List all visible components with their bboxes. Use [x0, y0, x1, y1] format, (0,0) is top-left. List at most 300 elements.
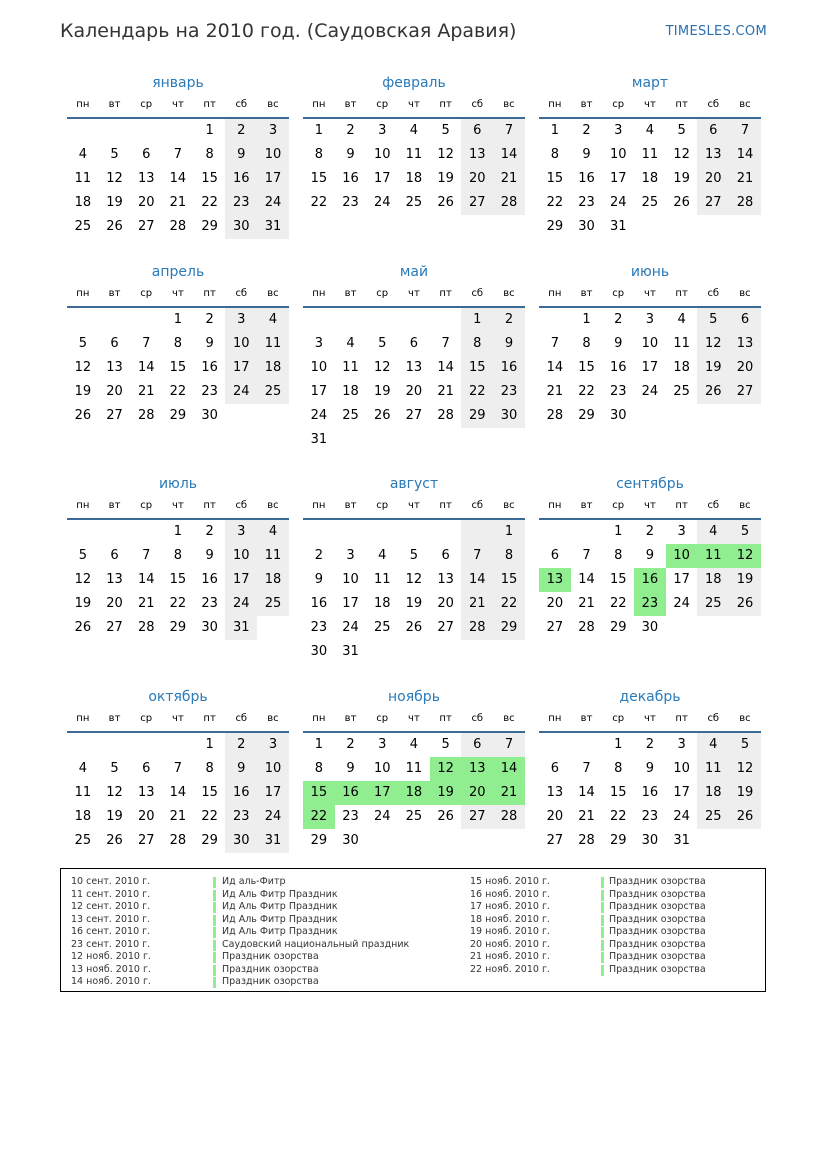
day-cell: 15 [310, 171, 328, 186]
day-cell: 19 [729, 568, 761, 592]
weekday-label: вт [108, 288, 121, 299]
day-cell: 12 [74, 572, 92, 587]
empty-cell [99, 119, 131, 143]
day-cell: 11 [342, 360, 359, 375]
day-cell: 29 [201, 833, 218, 848]
day-cell: 13 [437, 572, 454, 587]
weekday-header [67, 709, 289, 733]
day-cell: 3 [346, 548, 355, 563]
day-cell: 4 [78, 147, 87, 162]
day-cell: 27 [461, 805, 493, 829]
weekday-label: чт [172, 99, 184, 110]
holiday-day-cell: 13 [539, 568, 571, 592]
day-grid [67, 733, 289, 853]
day-cell: 17 [342, 596, 359, 611]
weekday-label: пт [439, 99, 452, 110]
day-cell: 20 [405, 384, 423, 399]
day-cell: 8 [582, 336, 591, 351]
day-cell: 3 [677, 737, 686, 752]
day-cell: 15 [201, 171, 218, 186]
weekday-label: чт [408, 713, 420, 724]
weekday-label: пт [439, 288, 452, 299]
weekday-header [303, 709, 525, 733]
day-cell: 25 [405, 195, 423, 210]
day-cell: 31 [609, 219, 627, 234]
day-grid [539, 733, 761, 853]
day-cell: 7 [441, 336, 450, 351]
day-cell: 25 [257, 380, 289, 404]
day-cell: 28 [437, 408, 454, 423]
day-cell: 8 [614, 548, 623, 563]
holiday-color-marker [601, 927, 604, 938]
day-cell: 31 [225, 616, 257, 640]
day-cell: 19 [106, 195, 123, 210]
day-cell: 4 [677, 312, 686, 327]
holiday-color-marker [213, 890, 216, 901]
weekday-header [303, 496, 525, 520]
day-cell: 29 [609, 833, 627, 848]
empty-cell [539, 520, 571, 544]
day-cell: 2 [346, 123, 355, 138]
day-cell: 16 [310, 596, 328, 611]
day-cell: 18 [641, 171, 659, 186]
day-cell: 9 [225, 143, 257, 167]
day-cell: 19 [74, 384, 92, 399]
day-cell: 14 [137, 572, 155, 587]
month-name: май [399, 264, 429, 280]
day-cell: 7 [493, 733, 525, 757]
day-cell: 3 [677, 524, 686, 539]
weekday-label: пн [76, 99, 90, 110]
holiday-color-marker [601, 940, 604, 951]
weekday-label: сб [707, 500, 720, 511]
day-cell: 28 [493, 191, 525, 215]
day-cell: 20 [137, 809, 155, 824]
holiday-color-marker [213, 977, 216, 988]
day-cell: 23 [201, 596, 218, 611]
day-cell: 31 [342, 644, 359, 659]
weekday-header [539, 496, 761, 520]
day-cell: 20 [106, 384, 123, 399]
day-cell: 15 [609, 572, 627, 587]
month-name: ноябрь [388, 689, 440, 705]
day-cell: 3 [614, 123, 623, 138]
day-cell: 25 [74, 833, 92, 848]
weekday-label: пт [675, 713, 688, 724]
day-cell: 21 [137, 596, 155, 611]
day-cell: 14 [437, 360, 454, 375]
day-cell: 6 [729, 308, 761, 332]
day-cell: 20 [106, 596, 123, 611]
day-cell: 26 [106, 219, 123, 234]
legend-date: 14 нояб. 2010 г. [71, 976, 151, 987]
empty-cell [398, 308, 430, 332]
month-2 [303, 71, 525, 215]
day-cell: 4 [409, 123, 419, 138]
month-name: октябрь [148, 689, 208, 705]
empty-cell [335, 308, 367, 332]
weekday-label: вс [503, 500, 515, 511]
day-cell: 5 [441, 123, 450, 138]
weekday-label: ср [140, 500, 153, 511]
weekday-label: пн [76, 288, 90, 299]
holiday-color-marker [213, 940, 216, 951]
day-cell: 19 [373, 384, 391, 399]
weekday-label: вт [108, 713, 121, 724]
day-cell: 11 [405, 147, 423, 162]
holiday-color-marker [213, 952, 216, 963]
weekday-label: ср [376, 288, 389, 299]
day-cell: 17 [641, 360, 659, 375]
day-cell: 11 [74, 171, 92, 186]
day-cell: 28 [729, 191, 761, 215]
day-cell: 28 [169, 833, 187, 848]
holiday-day-cell: 20 [461, 781, 493, 805]
day-cell: 15 [546, 171, 564, 186]
holiday-color-marker [213, 902, 216, 913]
holiday-day-cell: 10 [666, 544, 698, 568]
day-cell: 3 [378, 737, 387, 752]
day-cell: 26 [673, 195, 690, 210]
day-cell: 8 [461, 332, 493, 356]
day-cell: 2 [225, 119, 257, 143]
day-cell: 4 [697, 520, 729, 544]
day-cell: 17 [225, 356, 257, 380]
day-cell: 11 [257, 332, 289, 356]
day-cell: 13 [137, 785, 155, 800]
legend-holiday-name: Саудовский национальный праздник [222, 938, 410, 950]
weekday-label: вс [739, 713, 751, 724]
day-cell: 26 [437, 809, 454, 824]
empty-cell [67, 308, 99, 332]
month-name: август [389, 476, 439, 492]
day-cell: 10 [257, 757, 289, 781]
day-cell: 6 [110, 548, 119, 563]
legend-holiday-name: Праздник озорства [609, 901, 706, 912]
day-cell: 6 [142, 147, 151, 162]
legend-holiday-name: Праздник озорства [222, 951, 319, 962]
weekday-label: вс [503, 713, 515, 724]
month-name: июнь [630, 264, 670, 280]
weekday-label: сб [707, 288, 720, 299]
day-cell: 6 [441, 548, 450, 563]
day-cell: 26 [74, 620, 92, 635]
day-cell: 7 [173, 761, 183, 776]
month-8 [303, 472, 525, 664]
day-grid [303, 308, 525, 452]
weekday-label: пн [312, 713, 326, 724]
legend-date: 22 нояб. 2010 г. [470, 963, 550, 975]
day-cell: 16 [493, 356, 525, 380]
day-cell: 5 [78, 336, 87, 351]
month-10 [67, 685, 289, 853]
weekday-header [539, 95, 761, 119]
day-cell: 26 [405, 620, 423, 635]
day-cell: 2 [225, 733, 257, 757]
weekday-label: сб [707, 713, 720, 724]
day-cell: 23 [342, 195, 359, 210]
weekday-label: ср [140, 99, 153, 110]
weekday-label: вс [267, 713, 279, 724]
weekday-label: ср [140, 713, 153, 724]
day-cell: 12 [729, 757, 761, 781]
day-cell: 23 [310, 620, 328, 635]
day-cell: 12 [697, 332, 729, 356]
day-cell: 22 [169, 596, 187, 611]
holiday-color-marker [601, 952, 604, 963]
day-cell: 13 [137, 171, 155, 186]
day-cell: 3 [225, 520, 257, 544]
day-cell: 27 [405, 408, 423, 423]
day-cell: 18 [673, 360, 690, 375]
month-name: апрель [151, 264, 205, 280]
day-cell: 26 [74, 408, 92, 423]
day-cell: 8 [314, 761, 323, 776]
day-cell: 14 [461, 568, 493, 592]
weekday-label: вс [739, 500, 751, 511]
day-cell: 18 [342, 384, 359, 399]
weekday-header [539, 709, 761, 733]
holiday-day-cell: 19 [430, 781, 462, 805]
weekday-label: сб [235, 713, 248, 724]
day-cell: 28 [578, 833, 595, 848]
legend-date: 21 нояб. 2010 г. [470, 951, 550, 962]
legend-date: 10 сент. 2010 г. [71, 876, 151, 887]
day-cell: 1 [582, 312, 591, 327]
day-cell: 29 [493, 616, 525, 640]
weekday-label: вт [108, 500, 121, 511]
weekday-label: чт [644, 500, 656, 511]
holiday-day-cell: 13 [461, 757, 493, 781]
empty-cell [303, 520, 335, 544]
day-cell: 13 [106, 360, 123, 375]
day-cell: 24 [257, 191, 289, 215]
holiday-color-marker [601, 915, 604, 926]
day-grid [303, 520, 525, 664]
day-cell: 10 [342, 572, 359, 587]
weekday-label: вт [108, 99, 121, 110]
day-cell: 10 [673, 761, 690, 776]
day-cell: 4 [645, 123, 655, 138]
day-cell: 8 [205, 761, 214, 776]
weekday-label: чт [644, 713, 656, 724]
day-cell: 25 [373, 620, 391, 635]
day-cell: 25 [641, 195, 659, 210]
day-cell: 28 [137, 408, 155, 423]
day-cell: 7 [729, 119, 761, 143]
weekday-label: пт [203, 288, 216, 299]
day-cell: 14 [169, 785, 187, 800]
day-cell: 9 [205, 336, 214, 351]
day-cell: 14 [546, 360, 564, 375]
holiday-color-marker [601, 965, 604, 976]
weekday-label: ср [140, 288, 153, 299]
day-cell: 20 [461, 167, 493, 191]
day-grid [303, 119, 525, 215]
day-cell: 1 [205, 737, 214, 752]
empty-cell [461, 520, 493, 544]
day-cell: 16 [641, 785, 659, 800]
day-cell: 14 [578, 572, 595, 587]
day-cell: 2 [205, 524, 214, 539]
empty-cell [571, 520, 603, 544]
weekday-label: чт [408, 99, 420, 110]
day-cell: 19 [437, 171, 454, 186]
day-cell: 1 [493, 520, 525, 544]
holiday-day-cell: 21 [493, 781, 525, 805]
day-cell: 1 [314, 123, 323, 138]
day-cell: 18 [74, 809, 92, 824]
day-cell: 30 [225, 829, 257, 853]
day-cell: 21 [169, 195, 187, 210]
day-cell: 3 [378, 123, 387, 138]
weekday-label: вт [344, 288, 357, 299]
weekday-label: вт [344, 713, 357, 724]
day-cell: 5 [441, 737, 450, 752]
month-6 [539, 260, 761, 428]
empty-cell [130, 733, 162, 757]
day-cell: 21 [437, 384, 454, 399]
day-cell: 5 [378, 336, 387, 351]
month-12 [539, 685, 761, 853]
weekday-label: вс [267, 99, 279, 110]
day-cell: 6 [461, 733, 493, 757]
day-cell: 28 [137, 620, 155, 635]
day-cell: 27 [461, 191, 493, 215]
day-cell: 11 [74, 785, 92, 800]
day-cell: 18 [697, 568, 729, 592]
weekday-header [303, 284, 525, 308]
day-cell: 18 [257, 356, 289, 380]
day-cell: 12 [373, 360, 391, 375]
day-cell: 12 [405, 572, 423, 587]
day-cell: 30 [493, 404, 525, 428]
weekday-label: пт [439, 500, 452, 511]
day-cell: 14 [493, 143, 525, 167]
day-cell: 4 [409, 737, 419, 752]
day-cell: 7 [493, 119, 525, 143]
month-name: декабрь [619, 689, 681, 705]
weekday-label: пн [312, 500, 326, 511]
day-cell: 17 [225, 568, 257, 592]
holiday-day-cell: 12 [729, 544, 761, 568]
day-cell: 8 [173, 336, 183, 351]
weekday-label: вс [739, 288, 751, 299]
legend-date: 13 сент. 2010 г. [71, 913, 151, 925]
day-cell: 25 [697, 592, 729, 616]
holiday-color-marker [601, 902, 604, 913]
month-1 [67, 71, 289, 239]
empty-cell [162, 733, 194, 757]
day-cell: 15 [201, 785, 218, 800]
day-cell: 30 [641, 620, 659, 635]
day-cell: 31 [257, 829, 289, 853]
empty-cell [303, 308, 335, 332]
day-cell: 18 [373, 596, 391, 611]
day-cell: 25 [697, 805, 729, 829]
day-cell: 23 [493, 380, 525, 404]
day-cell: 8 [493, 544, 525, 568]
weekday-label: пн [312, 288, 326, 299]
day-cell: 4 [257, 308, 289, 332]
weekday-label: вс [739, 99, 751, 110]
empty-cell [67, 119, 99, 143]
day-cell: 6 [697, 119, 729, 143]
day-cell: 14 [169, 171, 187, 186]
day-cell: 26 [373, 408, 391, 423]
day-grid [539, 119, 761, 239]
day-cell: 5 [110, 761, 119, 776]
day-cell: 4 [257, 520, 289, 544]
holiday-day-cell: 15 [303, 781, 335, 805]
weekday-label: вт [344, 500, 357, 511]
day-cell: 6 [110, 336, 119, 351]
day-cell: 5 [409, 548, 419, 563]
day-cell: 14 [578, 785, 595, 800]
month-name: сентябрь [616, 476, 684, 492]
day-cell: 17 [673, 572, 690, 587]
day-cell: 13 [729, 332, 761, 356]
weekday-label: сб [235, 500, 248, 511]
day-cell: 4 [78, 761, 87, 776]
day-cell: 7 [142, 548, 151, 563]
holiday-day-cell: 11 [697, 544, 729, 568]
day-cell: 2 [614, 312, 623, 327]
day-cell: 23 [641, 809, 659, 824]
day-cell: 15 [609, 785, 627, 800]
weekday-label: ср [376, 99, 389, 110]
day-cell: 11 [673, 336, 690, 351]
day-cell: 27 [437, 620, 454, 635]
day-cell: 22 [201, 809, 218, 824]
day-cell: 18 [257, 568, 289, 592]
day-cell: 26 [729, 592, 761, 616]
day-cell: 11 [697, 757, 729, 781]
day-cell: 3 [257, 733, 289, 757]
day-cell: 9 [205, 548, 214, 563]
day-cell: 2 [314, 548, 323, 563]
day-cell: 9 [346, 761, 355, 776]
day-cell: 16 [201, 360, 218, 375]
site-link[interactable]: TIMESLES.COM [665, 24, 767, 39]
day-cell: 21 [578, 596, 595, 611]
day-cell: 30 [310, 644, 328, 659]
page-title: Календарь на 2010 год. (Саудовская Аравия) [60, 20, 517, 42]
weekday-header [539, 284, 761, 308]
day-cell: 23 [609, 384, 627, 399]
day-cell: 26 [106, 833, 123, 848]
day-cell: 24 [342, 620, 359, 635]
day-cell: 22 [609, 596, 627, 611]
day-cell: 4 [697, 733, 729, 757]
day-cell: 7 [550, 336, 559, 351]
weekday-label: сб [235, 288, 248, 299]
day-cell: 10 [609, 147, 627, 162]
day-cell: 23 [225, 191, 257, 215]
weekday-label: ср [612, 288, 625, 299]
day-cell: 9 [314, 572, 323, 587]
day-cell: 23 [578, 195, 595, 210]
day-cell: 10 [373, 761, 391, 776]
weekday-label: вс [267, 500, 279, 511]
legend-date: 20 нояб. 2010 г. [470, 938, 550, 950]
day-cell: 17 [257, 781, 289, 805]
day-cell: 17 [257, 167, 289, 191]
day-cell: 15 [493, 568, 525, 592]
day-cell: 27 [697, 191, 729, 215]
day-cell: 16 [342, 171, 359, 186]
holiday-day-cell: 23 [634, 592, 666, 616]
